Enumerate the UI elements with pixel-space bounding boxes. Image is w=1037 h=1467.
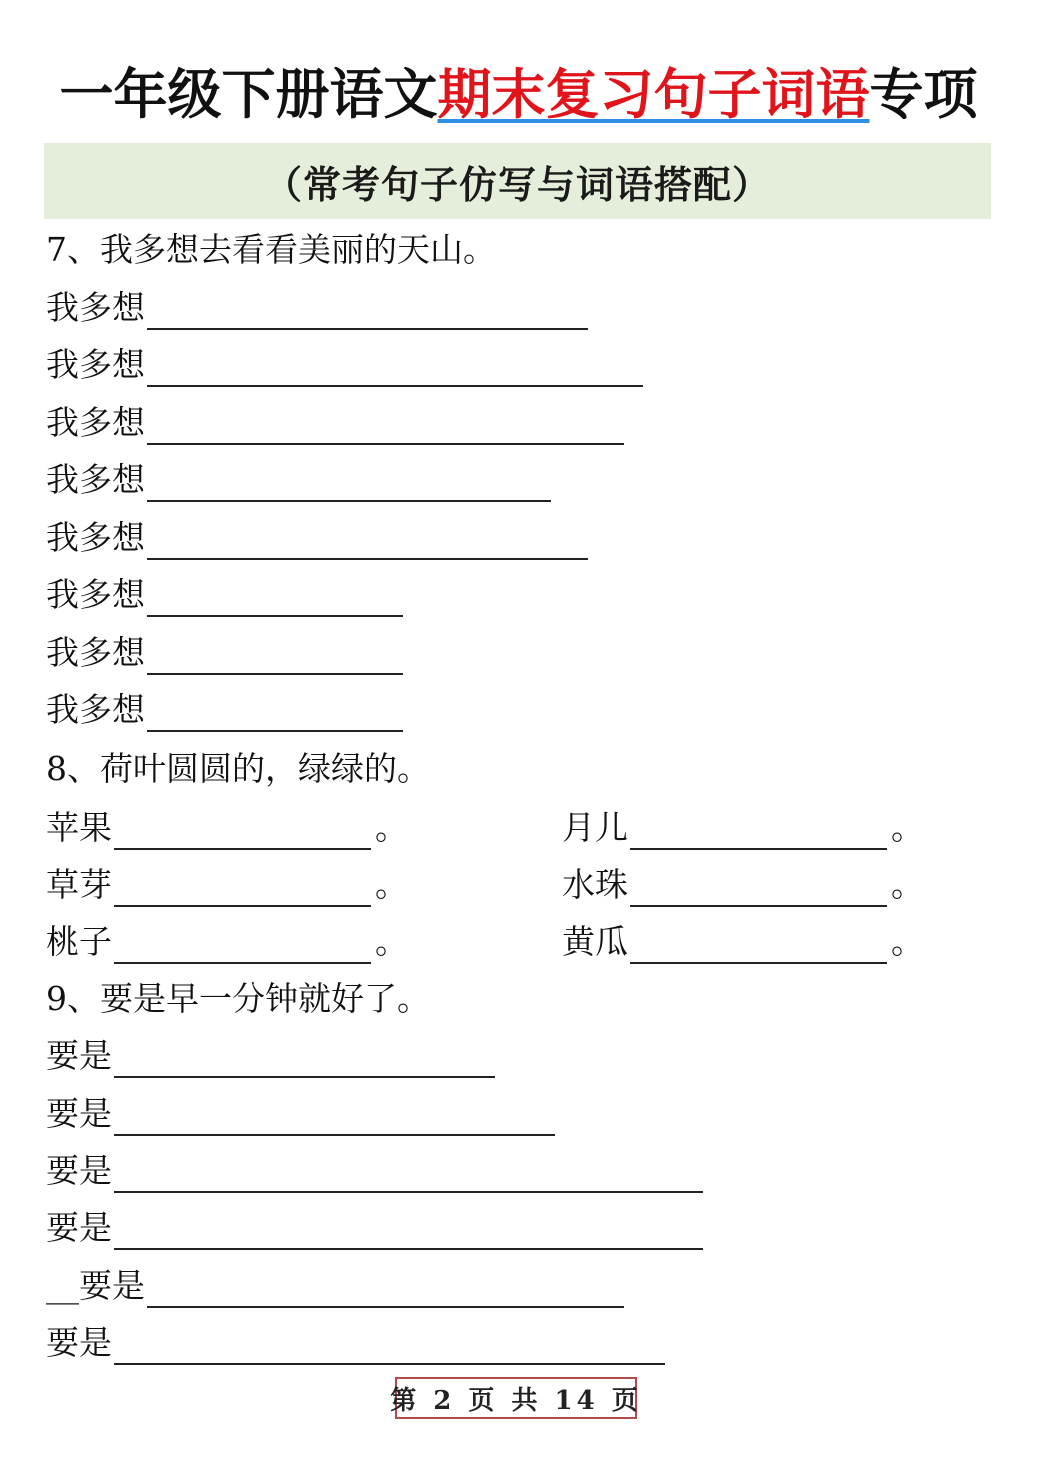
q9-answer-row	[46, 1264, 624, 1308]
q7-prefix: 我多想	[46, 288, 145, 327]
q9-answer-row	[46, 1321, 665, 1365]
q9-answer-row	[46, 1206, 703, 1250]
question-9: 9、要是早一分钟就好了。	[46, 979, 430, 1018]
page-indicator	[390, 1377, 642, 1419]
question-8: 8、荷叶圆圆的，绿绿的。	[46, 749, 430, 788]
q8-word: 水珠	[562, 865, 628, 904]
q8-item: 苹果 。	[46, 806, 408, 850]
q7-prefix: 我多想	[46, 460, 145, 499]
q7-blank[interactable]	[147, 583, 403, 617]
q9-answer-row	[46, 1092, 555, 1136]
q8-blank[interactable]	[630, 873, 887, 907]
q7-prefix: 我多想	[46, 518, 145, 557]
q9-prefix: 要是	[46, 1036, 112, 1075]
q8-blank[interactable]	[114, 873, 371, 907]
q7-blank[interactable]	[147, 468, 551, 502]
q9-prefix: 要是	[46, 1151, 112, 1190]
q7-answer-row	[46, 573, 403, 617]
q8-word: 苹果	[46, 808, 112, 847]
q8-item: 月儿 。	[562, 806, 924, 850]
q7-prefix: 我多想	[46, 690, 145, 729]
q7-answer-row	[46, 343, 643, 387]
q7-answer-row	[46, 286, 588, 330]
subtitle-banner	[44, 143, 991, 219]
q7-prefix: 我多想	[46, 633, 145, 672]
q7-answer-row	[46, 401, 624, 445]
q8-blank[interactable]	[630, 930, 887, 964]
q8-word: 黄瓜	[562, 922, 628, 961]
q7-prefix: 我多想	[46, 403, 145, 442]
q9-prefix: 要是	[46, 1208, 112, 1247]
q9-prefix: 要是	[79, 1266, 145, 1305]
q9-blank[interactable]	[114, 1102, 555, 1136]
q7-blank[interactable]	[147, 641, 403, 675]
q7-blank[interactable]	[147, 698, 403, 732]
q9-prefix: 要是	[46, 1094, 112, 1133]
q7-blank[interactable]	[147, 526, 588, 560]
q9-answer-row	[46, 1149, 703, 1193]
q7-blank[interactable]	[147, 296, 588, 330]
q9-blank[interactable]	[114, 1331, 665, 1365]
q8-word: 桃子	[46, 922, 112, 961]
q7-answer-row	[46, 631, 403, 675]
q7-answer-row	[46, 516, 588, 560]
q7-blank[interactable]	[147, 353, 643, 387]
q7-prefix: 我多想	[46, 345, 145, 384]
q9-answer-row	[46, 1034, 495, 1078]
q9-blank[interactable]	[114, 1216, 703, 1250]
title-part3: 专项	[869, 63, 978, 126]
q7-answer-row	[46, 458, 551, 502]
subtitle: （常考句子仿写与词语搭配）	[263, 161, 771, 207]
q9-blank[interactable]	[114, 1044, 495, 1078]
page-indicator-label: 第 2 页 共 14 页	[390, 1385, 642, 1416]
title-part1: 一年级下册语文	[59, 63, 438, 126]
q7-answer-row	[46, 688, 403, 732]
q9-prefix: 要是	[46, 1323, 112, 1362]
page-title	[0, 58, 1037, 132]
q9-lead-blank[interactable]: __	[46, 1266, 79, 1305]
title-highlight: 期末复习句子词语	[437, 63, 870, 126]
q8-item: 草芽 。	[46, 863, 408, 907]
q8-blank[interactable]	[114, 816, 371, 850]
question-7: 7、我多想去看看美丽的天山。	[46, 230, 496, 269]
q8-blank[interactable]	[630, 816, 887, 850]
q7-blank[interactable]	[147, 411, 624, 445]
q8-item: 桃子 。	[46, 920, 408, 964]
q8-word: 月儿	[562, 808, 628, 847]
q9-blank[interactable]	[114, 1159, 703, 1193]
q9-blank[interactable]	[147, 1274, 624, 1308]
q8-item: 水珠 。	[562, 863, 924, 907]
q8-item: 黄瓜 。	[562, 920, 924, 964]
q7-prefix: 我多想	[46, 575, 145, 614]
q8-blank[interactable]	[114, 930, 371, 964]
q8-word: 草芽	[46, 865, 112, 904]
